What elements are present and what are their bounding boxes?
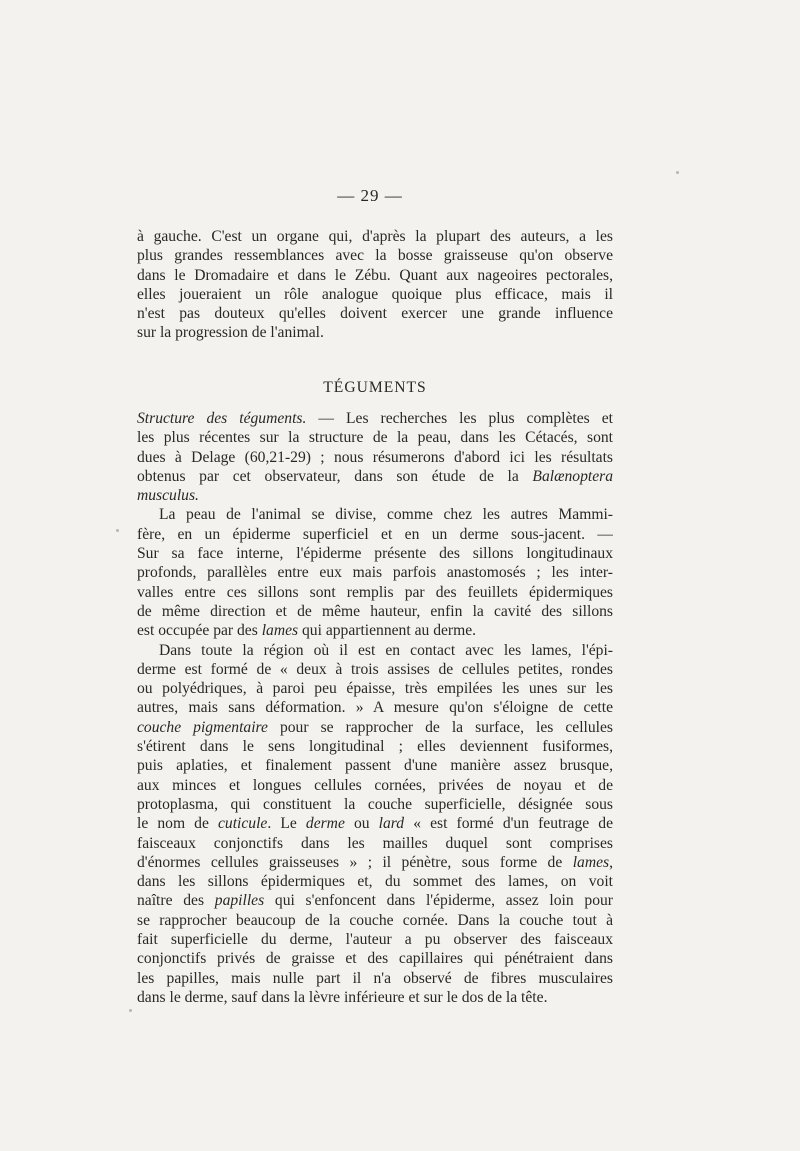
page-number: — 29 — (337, 186, 403, 205)
text-line: La peau de l'animal se divise, comme chez les autres Mammi- (159, 506, 613, 524)
text-line: protoplasma, qui constituent la couche superficielle, désignée sous (137, 795, 613, 813)
text-line: dues à Delage (60,21-29) ; nous résumerons d'abord ici les résultats (137, 448, 613, 466)
text-line: dans le derme, sauf dans la lèvre inférieure et sur le dos de la tête. (137, 988, 548, 1006)
text-line: musculus. (137, 487, 199, 505)
text-line: fère, en un épiderme superficiel et en un derme sous-jacent. — (137, 525, 613, 543)
text-line: les papilles, mais nulle part il n'a observé de fibres musculaires (137, 969, 613, 987)
section-title: TÉGUMENTS (323, 379, 427, 396)
text-line: ou polyédriques, à paroi peu épaisse, très empilées les unes sur les (137, 680, 613, 698)
text-line: aux minces et longues cellules cornées, privées de noyau et de (137, 776, 613, 794)
text-line: de même direction et de même hauteur, enfin la cavité des sillons (137, 602, 613, 620)
text-line: se rapprocher beaucoup de la couche cornée. Dans la couche tout à (137, 911, 613, 929)
text-line: n'est pas douteux qu'elles doivent exercer une grande influence (137, 305, 613, 323)
main-text (137, 409, 613, 1007)
text-line: profonds, parallèles entre eux mais parfois anastomosés ; les inter- (137, 564, 613, 582)
paragraph-1 (137, 227, 613, 343)
paper-speck (676, 171, 679, 174)
text-line: le nom de cuticule. Le derme ou lard « est formé d'un feutrage de (137, 815, 613, 833)
text-line: naître des papilles qui s'enfoncent dans l'épiderme, assez loin pour (137, 892, 613, 910)
text-line: elles joueraient un rôle analogue quoique plus efficace, mais il (137, 285, 613, 303)
text-line: est occupée par des lames qui appartiennent au derme. (137, 622, 477, 640)
text-line: Sur sa face interne, l'épiderme présente des sillons longitudinaux (137, 545, 613, 563)
text-line: conjonctifs privés de graisse et des capillaires qui pénétraient dans (137, 950, 613, 968)
text-line: plus grandes ressemblances avec la bosse graisseuse qu'on observe (137, 247, 613, 265)
text-line: sur la progression de l'animal. (137, 324, 324, 342)
text-line: Structure des téguments. — Les recherches les plus complètes et (137, 410, 613, 427)
text-line: obtenus par cet observateur, dans son étude de la Balænoptera (137, 467, 613, 485)
text-line: puis aplaties, et finalement passent d'une manière assez brusque, (137, 757, 613, 775)
text-line: à gauche. C'est un organe qui, d'après la plupart des auteurs, a les (137, 228, 613, 245)
text-line: dans les sillons épidermiques et, du sommet des lames, on voit (137, 873, 613, 891)
italic-heading: Structure des téguments. (137, 410, 307, 427)
text-line: d'énormes cellules graisseuses » ; il pénètre, sous forme de lames, (137, 853, 613, 871)
text-line: faisceaux conjonctifs dans les mailles duquel sont comprises (137, 834, 613, 852)
text-line: valles entre ces sillons sont remplis par des feuillets épidermiques (137, 583, 613, 601)
text-line: Dans toute la région où il est en contact avec les lames, l'épi- (159, 641, 613, 659)
text-line: couche pigmentaire pour se rapprocher de la surface, les cellules (137, 718, 613, 736)
text-line: les plus récentes sur la structure de la peau, dans les Cétacés, sont (137, 429, 613, 447)
text-line: fait superficielle du derme, l'auteur a pu observer des faisceaux (137, 931, 613, 949)
text-line: autres, mais sans déformation. » A mesure qu'on s'éloigne de cette (137, 699, 613, 717)
paper-speck (129, 1009, 132, 1012)
text-line: s'étirent dans le sens longitudinal ; elles deviennent fusiformes, (137, 738, 613, 756)
paper-speck (116, 529, 119, 532)
text-line: dans le Dromadaire et dans le Zébu. Quant aux nageoires pectorales, (137, 266, 613, 284)
text-line: derme est formé de « deux à trois assises de cellules petites, rondes (137, 660, 613, 678)
